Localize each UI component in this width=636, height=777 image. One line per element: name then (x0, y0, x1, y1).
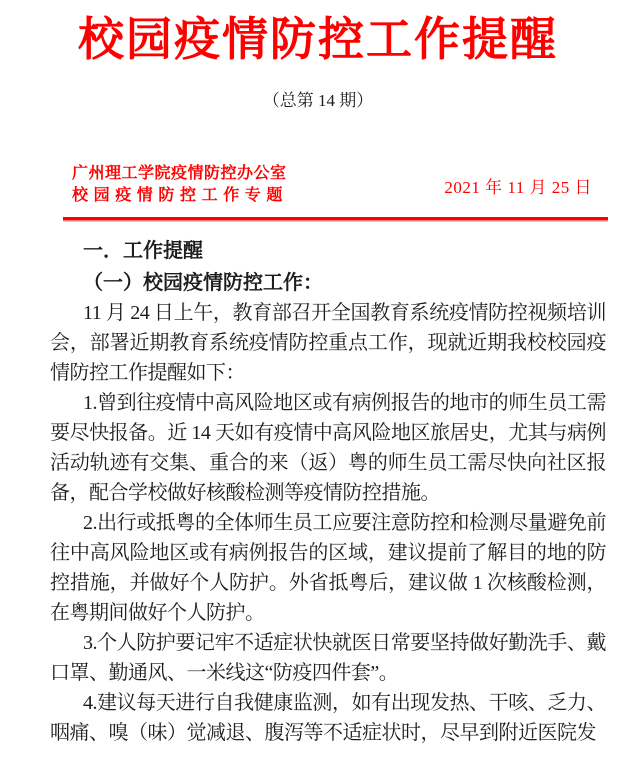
document-body (50, 236, 606, 748)
paragraph-intro: 11 月 24 日上午，教育部召开全国教育系统疫情防控视频培训会，部署近期教育系统疫情防控重点工作，现就近期我校校园疫情防控工作提醒如下： (50, 302, 606, 384)
masthead (72, 163, 592, 207)
issue-number: （总第 14 期） (262, 91, 374, 110)
subsection-heading: （一）校园疫情防控工作： (83, 272, 323, 294)
section-heading: 一．工作提醒 (83, 240, 203, 262)
document-title: 校园疫情防控工作提醒 (78, 13, 558, 65)
paragraph-item-2: 2.出行或抵粤的全体师生员工应要注意防控和检测尽量避免前往中高风险地区或有病例报告的区域，建议提前了解目的地的防控措施，并做好个人防护。外省抵粤后，建议做 1 次核酸检测，在粤期间做好个人防护。 (50, 512, 606, 624)
red-divider-line (63, 217, 608, 220)
issuing-org-block (72, 163, 288, 207)
paragraph-item-4: 4.建议每天进行自我健康监测，如有出现发热、干咳、乏力、咽痛、嗅（味）觉减退、腹泻等不适症状时，尽早到附近医院发 (50, 692, 606, 744)
issue-date: 2021 年 11 月 25 日 (444, 177, 592, 197)
paragraph-item-3: 3.个人防护要记牢不适症状快就医日常要坚持做好勤洗手、戴口罩、勤通风、一米线这“防疫四件套”。 (50, 632, 606, 684)
org-topic-line: 校园疫情防控工作专题 (72, 187, 289, 204)
paragraph-item-1: 1.曾到往疫情中高风险地区或有病例报告的地市的师生员工需要尽快报备。近 14 天如有疫情中高风险地区旅居史，尤其与病例活动轨迹有交集、重合的来（返）粤的师生员工需尽快向社区报备，配合学校做好核酸检测等疫情防控措施。 (50, 392, 606, 504)
org-name-line: 广州理工学院疫情防控办公室 (72, 165, 287, 182)
